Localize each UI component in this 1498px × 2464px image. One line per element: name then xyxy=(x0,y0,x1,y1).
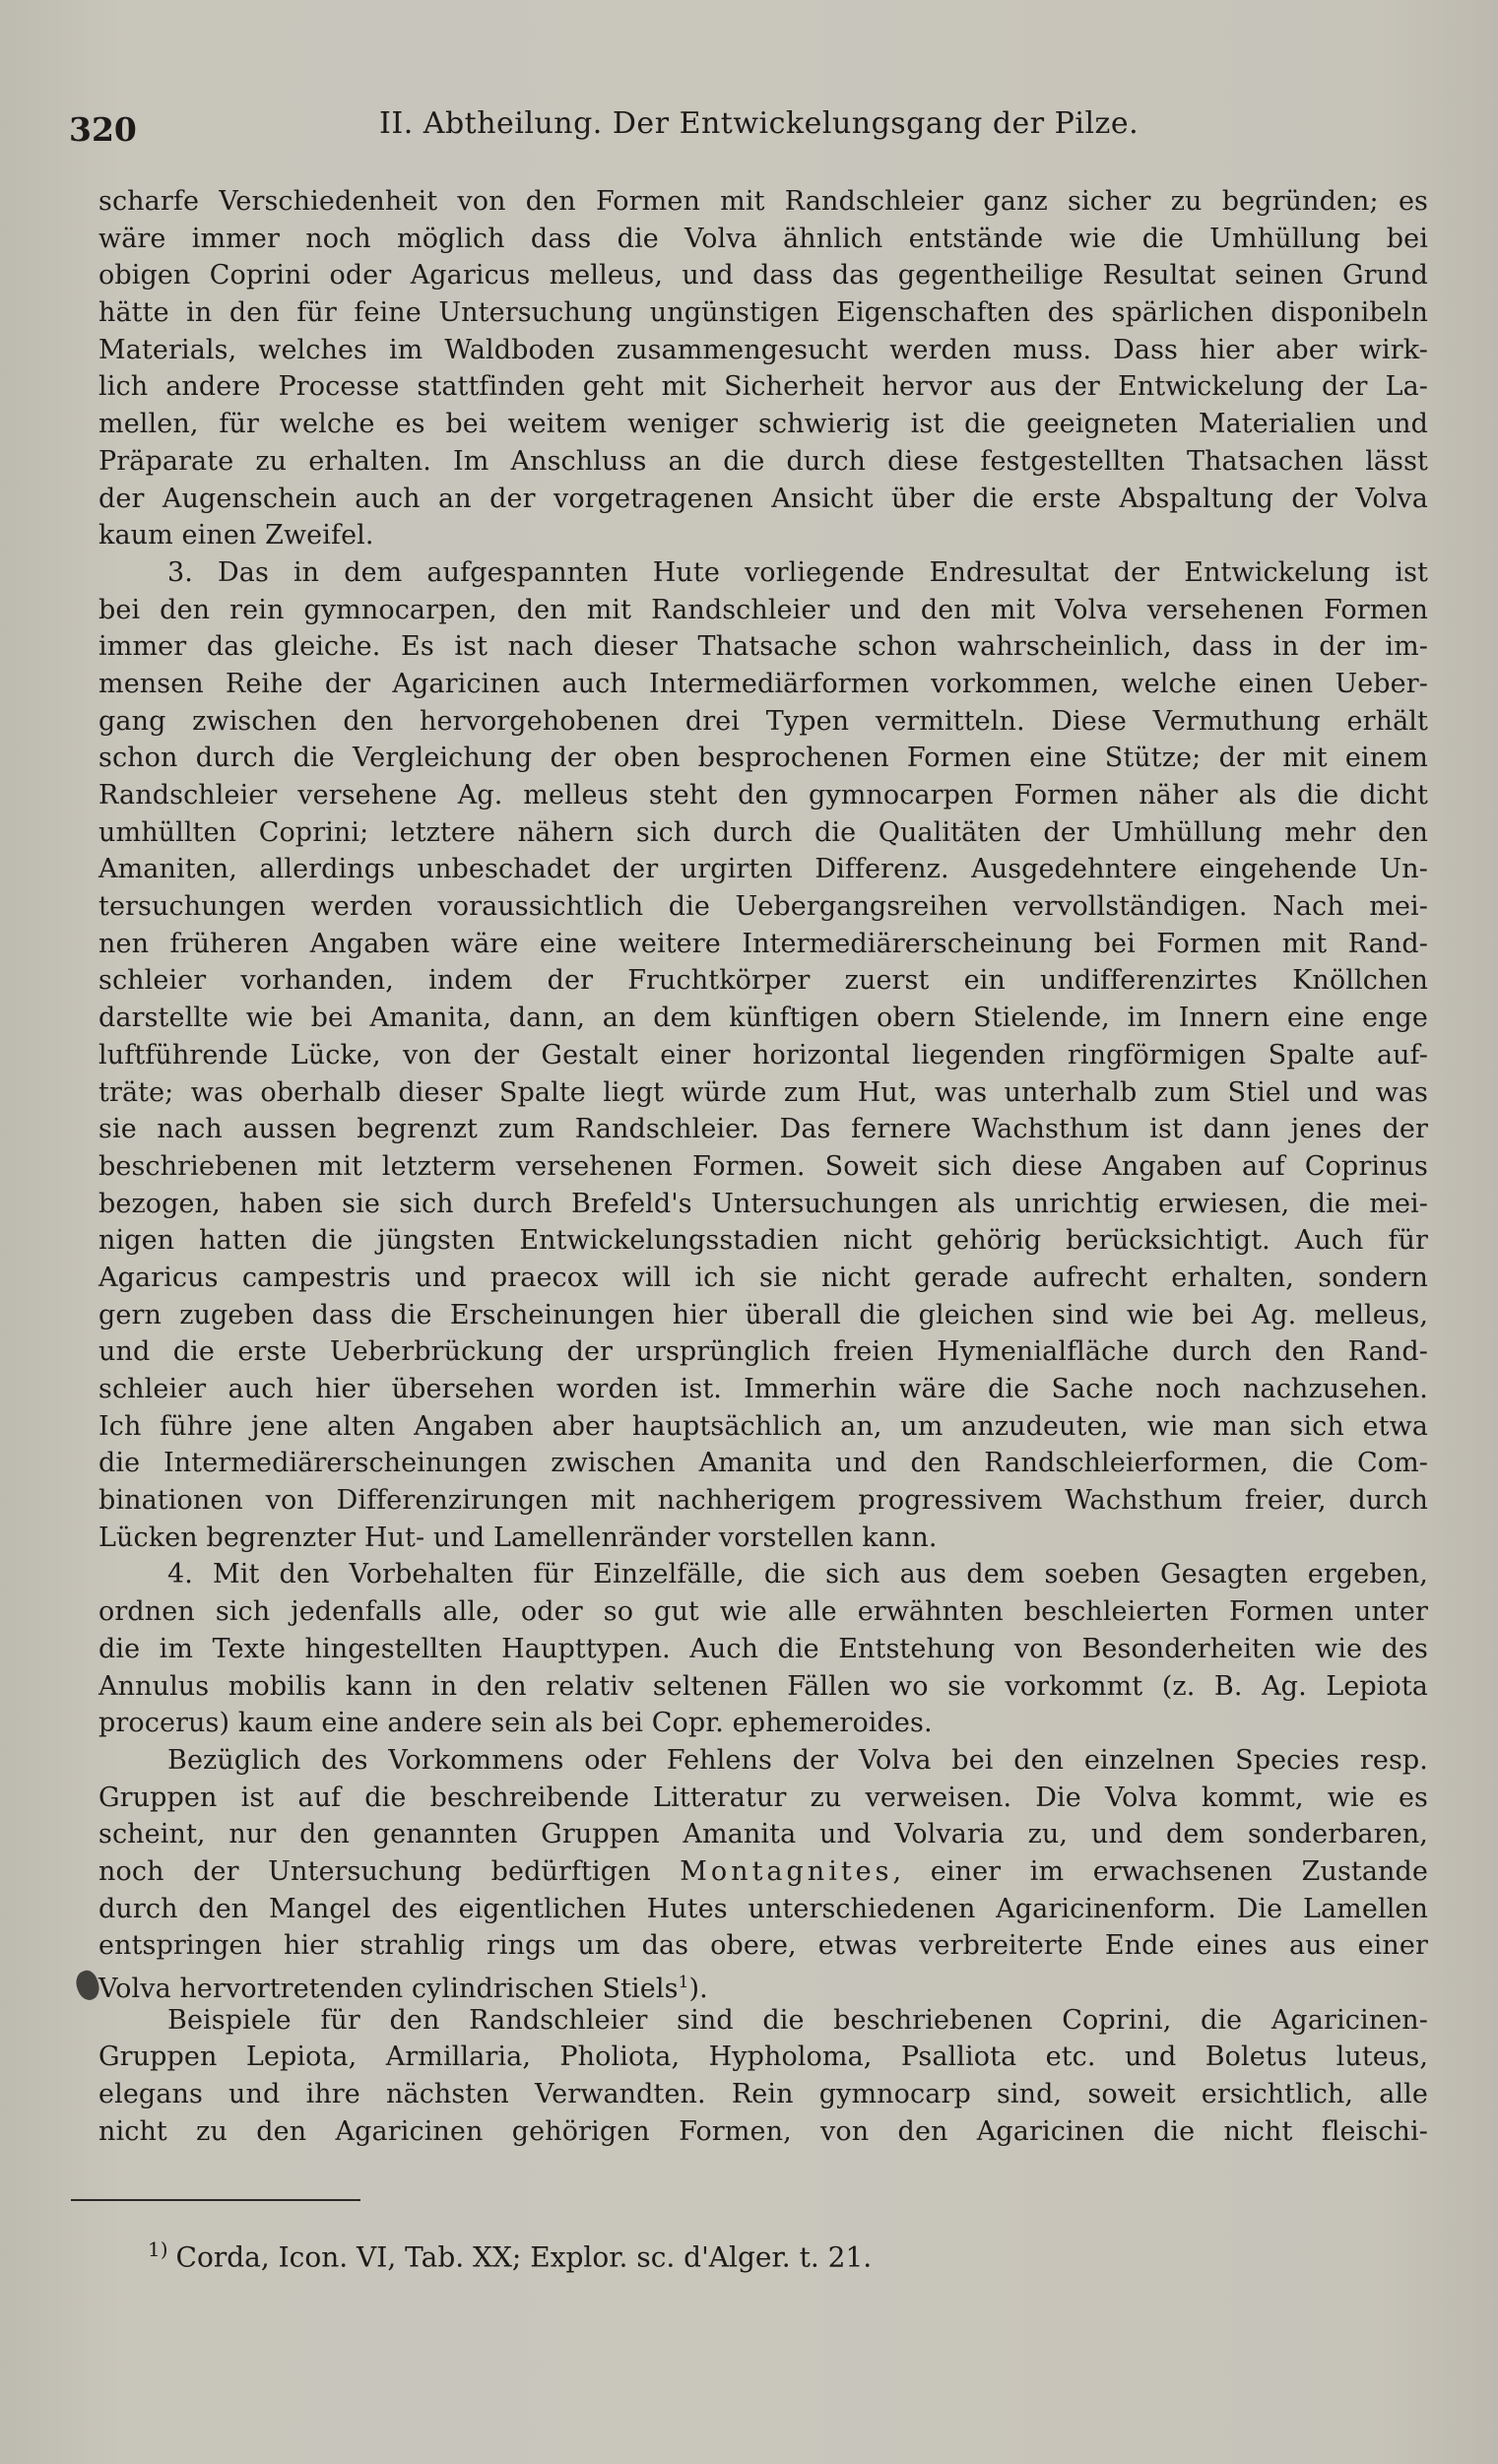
page-header xyxy=(69,106,1428,150)
text-line-montagnites xyxy=(98,1853,1428,1891)
text-line: bezogen, haben sie sich durch Brefeld's Untersuchungen als unrichtig erwiesen, die mei- xyxy=(98,1188,1428,1219)
text-line: procerus) kaum eine andere sein als bei Copr. ephemeroides. xyxy=(98,1708,933,1739)
text-line: binationen von Differenzirungen mit nachherigem progressivem Wachsthum freier, durch xyxy=(98,1485,1428,1517)
text-line: hätte in den für feine Untersuchung ungünstigen Eigenschaften des spärlichen disponibeln xyxy=(98,297,1428,329)
text-line: umhüllten Coprini; letztere nähern sich durch die Qualitäten der Umhüllung mehr den xyxy=(98,816,1428,848)
text-line: Ich führe jene alten Angaben aber hauptsächlich an, um anzudeuten, wie man sich etwa xyxy=(98,1410,1428,1442)
text-fragment: noch der Untersuchung bedürftigen xyxy=(98,1855,651,1887)
text-line: schleier vorhanden, indem der Fruchtkörper zuerst ein undifferenzirtes Knöllchen xyxy=(98,965,1428,997)
text-fragment: ). xyxy=(688,1974,708,2004)
text-line: wäre immer noch möglich dass die Volva ähnlich entstände wie die Umhüllung bei xyxy=(98,223,1428,254)
text-line: Präparate zu erhalten. Im Anschluss an die durch diese festgestellten Thatsachen lässt xyxy=(98,445,1428,477)
text-line: die Intermediärerscheinungen zwischen Amanita und den Randschleierformen, die Com- xyxy=(98,1448,1428,1479)
text-line-paragraph-volva: Bezüglich des Vorkommens oder Fehlens der Volva bei den einzelnen Species resp. xyxy=(167,1744,1428,1776)
text-line: elegans und ihre nächsten Verwandten. Rein gymnocarp sind, soweit ersichtlich, alle xyxy=(98,2079,1428,2110)
text-line: gern zugeben dass die Erscheinungen hier überall die gleichen sind wie bei Ag. melleus, xyxy=(98,1299,1428,1330)
text-line: gang zwischen den hervorgehobenen drei Typen vermitteln. Diese Vermuthung erhält xyxy=(98,705,1428,737)
spaced-genus-name: Montagnites xyxy=(680,1855,893,1887)
footnote-reference[interactable]: 1 xyxy=(678,1973,689,1992)
text-line: Amaniten, allerdings unbeschadet der urgirten Differenz. Ausgedehntere eingehende Un- xyxy=(98,854,1428,885)
text-line: bei den rein gymnocarpen, den mit Randschleier und den mit Volva versehenen Formen xyxy=(98,594,1428,625)
text-line: Agaricus campestris und praecox will ich sie nicht gerade aufrecht erhalten, sondern xyxy=(98,1262,1428,1293)
text-line: Lücken begrenzter Hut- und Lamellenränder vorstellen kann. xyxy=(98,1522,938,1553)
text-fragment: , einer im erwachsenen Zustande xyxy=(892,1855,1428,1887)
text-line: nicht zu den Agaricinen gehörigen Formen, von den Agaricinen die nicht fleischi- xyxy=(98,2115,1428,2147)
text-line: scheint, nur den genannten Gruppen Amanita und Volvaria zu, und dem sonderbaren, xyxy=(98,1819,1428,1850)
text-line: tersuchungen werden voraussichtlich die Uebergangsreihen vervollständigen. Nach mei- xyxy=(98,891,1428,923)
text-line: kaum einen Zweifel. xyxy=(98,520,374,551)
text-line: die im Texte hingestellten Haupttypen. Auch die Entstehung von Besonderheiten wie des xyxy=(98,1633,1428,1664)
text-line: lich andere Processe stattfinden geht mit Sicherheit hervor aus der Entwickelung der La- xyxy=(98,371,1428,403)
text-line: Annulus mobilis kann in den relativ seltenen Fällen wo sie vorkommt (z. B. Ag. Lepiota xyxy=(98,1670,1428,1702)
footnote-divider xyxy=(71,2199,360,2201)
text-line: scharfe Verschiedenheit von den Formen mit Randschleier ganz sicher zu begründen; es xyxy=(98,186,1428,217)
text-line-paragraph-examples: Beispiele für den Randschleier sind die beschriebenen Coprini, die Agaricinen- xyxy=(167,2004,1428,2036)
footnote-mark: 1) xyxy=(148,2237,168,2261)
footnote-text: Corda, Icon. VI, Tab. XX; Explor. sc. d'Alger. t. 21. xyxy=(175,2240,873,2274)
text-line: träte; was oberhalb dieser Spalte liegt würde zum Hut, was unterhalb zum Stiel und was xyxy=(98,1076,1428,1108)
footnote xyxy=(148,2237,872,2273)
text-line: durch den Mangel des eigentlichen Hutes unterschiedenen Agaricinenform. Die Lamellen xyxy=(98,1893,1428,1924)
text-line-paragraph-3: 3. Das in dem aufgespannten Hute vorliegende Endresultat der Entwickelung ist xyxy=(167,556,1428,588)
text-line: schleier auch hier übersehen worden ist. Immerhin wäre die Sache noch nachzusehen. xyxy=(98,1374,1428,1404)
text-line-footnote-ref xyxy=(98,1965,1428,2002)
text-line: mensen Reihe der Agaricinen auch Intermediärformen vorkommen, welche einen Ueber- xyxy=(98,668,1428,699)
page-number: 320 xyxy=(69,110,137,149)
text-line: ordnen sich jedenfalls alle, oder so gut wie alle erwähnten beschleierten Formen unter xyxy=(98,1596,1428,1628)
text-line: nen früheren Angaben wäre eine weitere Intermediärerscheinung bei Formen mit Rand- xyxy=(98,928,1428,959)
text-fragment: Volva hervortretenden cylindrischen Stiels xyxy=(98,1974,679,2004)
text-line: entspringen hier strahlig rings um das obere, etwas verbreiterte Ende eines aus einer xyxy=(98,1930,1428,1962)
text-line: der Augenschein auch an der vorgetragenen Ansicht über die erste Abspaltung der Volva xyxy=(98,483,1428,514)
text-line: Randschleier versehene Ag. melleus steht den gymnocarpen Formen näher als die dicht xyxy=(98,780,1428,811)
text-line: schon durch die Vergleichung der oben besprochenen Formen eine Stütze; der mit einem xyxy=(98,743,1428,774)
text-line: Gruppen Lepiota, Armillaria, Pholiota, Hypholoma, Psalliota etc. und Boletus luteus, xyxy=(98,2042,1428,2073)
text-line-paragraph-4: 4. Mit den Vorbehalten für Einzelfälle, die sich aus dem soeben Gesagten ergeben, xyxy=(167,1559,1428,1590)
running-title: II. Abtheilung. Der Entwickelungsgang der Pilze. xyxy=(379,106,1140,141)
text-line: immer das gleiche. Es ist nach dieser Thatsache schon wahrscheinlich, dass in der im- xyxy=(98,631,1428,663)
text-line: darstellte wie bei Amanita, dann, an dem künftigen obern Stielende, im Innern eine enge xyxy=(98,1003,1428,1034)
body-text xyxy=(98,183,1428,2150)
text-line: mellen, für welche es bei weitem weniger schwierig ist die geeigneten Materialien und xyxy=(98,409,1428,440)
text-line: und die erste Ueberbrückung der ursprünglich freien Hymenialfläche durch den Rand- xyxy=(98,1336,1428,1368)
text-line: Gruppen ist auf die beschreibende Litteratur zu verweisen. Die Volva kommt, wie es xyxy=(98,1782,1428,1813)
text-line: luftführende Lücke, von der Gestalt einer horizontal liegenden ringförmigen Spalte auf- xyxy=(98,1039,1428,1070)
text-line: sie nach aussen begrenzt zum Randschleier. Das fernere Wachsthum ist dann jenes der xyxy=(98,1114,1428,1145)
text-line: nigen hatten die jüngsten Entwickelungsstadien nicht gehörig berücksichtigt. Auch für xyxy=(98,1225,1428,1257)
text-line: obigen Coprini oder Agaricus melleus, und dass das gegentheilige Resultat seinen Grund xyxy=(98,260,1428,292)
text-line: Materials, welches im Waldboden zusammengesucht werden muss. Dass hier aber wirk- xyxy=(98,334,1428,365)
text-line: beschriebenen mit letzterm versehenen Formen. Soweit sich diese Angaben auf Coprinus xyxy=(98,1150,1428,1182)
